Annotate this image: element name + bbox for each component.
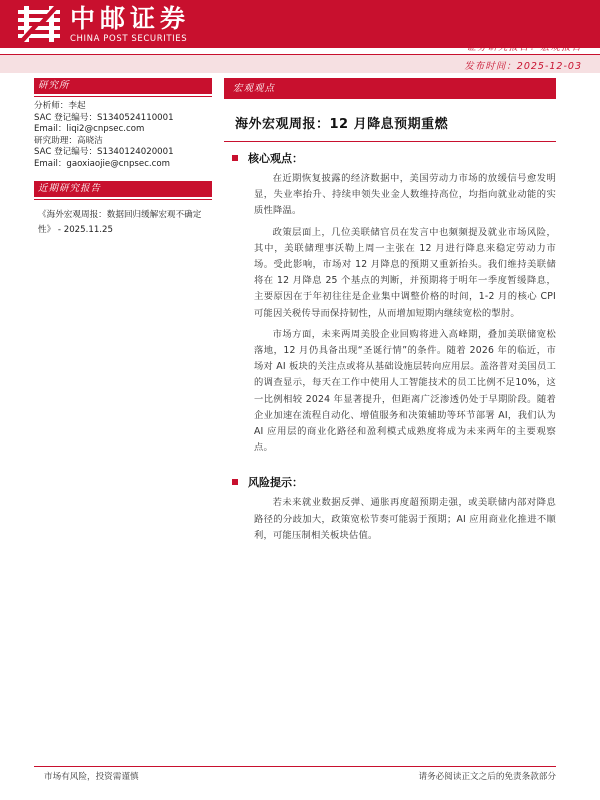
core-heading-text: 核心观点： <box>248 152 303 165</box>
sidebar-divider <box>34 96 212 97</box>
bullet-square-icon <box>232 155 238 161</box>
date-bar <box>0 55 600 73</box>
risk-paragraph: 若未来就业数据反弹、通胀再度超预期走强，或美联储内部对降息路径的分歧加大，政策宽松节奏可能弱于预期；AI 应用商业化推进不顺利，可能压制相关板块估值。 <box>254 497 556 541</box>
core-paragraph: 市场方面，未来两周美股企业回购将进入高峰期，叠加美联储宽松落地，12 月仍具备出现“圣诞行情”的条件。随着 2026 年的临近，市场对 AI 板块的关注点或将从基础设施层转向应用层。盖洛普对美国员工的调查显示，每天在工作中使用人工智能技术的员工比例不足10%，这一比例相较 2024 年显著提升，但距离广泛渗透仍处于早期阶段。随着企业加速在流程自动化、增值服务和决策辅助等环节部署 AI，我们认为 AI 应用层的商业化路径和盈利模式成熟度将成为未来两年的主要观察点。 <box>254 328 556 454</box>
core-heading <box>232 150 556 166</box>
recent-report-item[interactable]: 《海外宏观周报：数据回归缓解宏观不确定性》 - 2025.11.25 <box>38 209 202 235</box>
logo-chinese-name: 中邮证券 <box>70 4 191 33</box>
assistant-email[interactable]: Email：gaoxiaojie@cnpsec.com <box>34 158 171 169</box>
publish-date: 发布时间：2025-12-03 <box>464 61 582 72</box>
title-divider <box>224 141 556 142</box>
risk-heading-text: 风险提示： <box>248 476 303 490</box>
analyst-email[interactable]: Email：liqi2@cnpsec.com <box>34 124 145 135</box>
assistant-sac-number: SAC 登记编号：S1340124020001 <box>34 147 174 158</box>
logo-english-name: CHINA POST SECURITIES <box>70 34 188 44</box>
report-title: 海外宏观周报：12 月降息预期重燃 <box>235 117 449 132</box>
report-type: 证券研究报告：宏观报告 <box>466 42 582 53</box>
risk-heading <box>232 474 556 490</box>
research-section-heading: 研究所 <box>34 78 212 94</box>
bullet-square-icon <box>232 479 238 485</box>
sidebar <box>34 78 212 238</box>
analyst-name: 分析师：李起 <box>34 101 86 111</box>
footer-risk-note: 市场有风险，投资需谨慎 <box>44 772 139 782</box>
core-paragraph: 在近期恢复披露的经济数据中，美国劳动力市场的放缓信号愈发明显，失业率抬升、持续申领失业金人数维持高位，均指向就业动能的实质性降温。 <box>254 173 556 217</box>
china-post-logo-icon <box>16 4 62 44</box>
assistant-name: 研究助理：高晓洁 <box>34 135 103 146</box>
sidebar-divider <box>34 199 212 200</box>
analyst-info <box>34 101 212 171</box>
recent-reports-heading: 近期研究报告 <box>34 181 212 197</box>
footer-disclaimer: 请务必阅读正文之后的免责条款部分 <box>418 772 556 782</box>
analyst-sac-number: SAC 登记编号：S1340524110001 <box>34 112 174 123</box>
footer-divider <box>34 766 556 767</box>
core-paragraph: 政策层面上，几位美联储官员在发言中也频频提及就业市场风险，其中，美联储理事沃勒上周一主张在 12 月进行降息来稳定劳动力市场。受此影响，市场对 12 月降息的预期又重新抬头。我们维持美联储将在 12 月降息 25 个基点的判断，并预期将于明年一季度暂缓降息，主要原因在于年初往往是企业集中调整价格的时间，1-2 月的核心 CPI 可能因关税传导而保持韧性，从而增加短期内继续宽松的掣肘。 <box>254 226 556 319</box>
main-content <box>224 78 556 544</box>
category-tag: 宏观观点 <box>224 78 556 99</box>
company-logo <box>16 4 216 46</box>
